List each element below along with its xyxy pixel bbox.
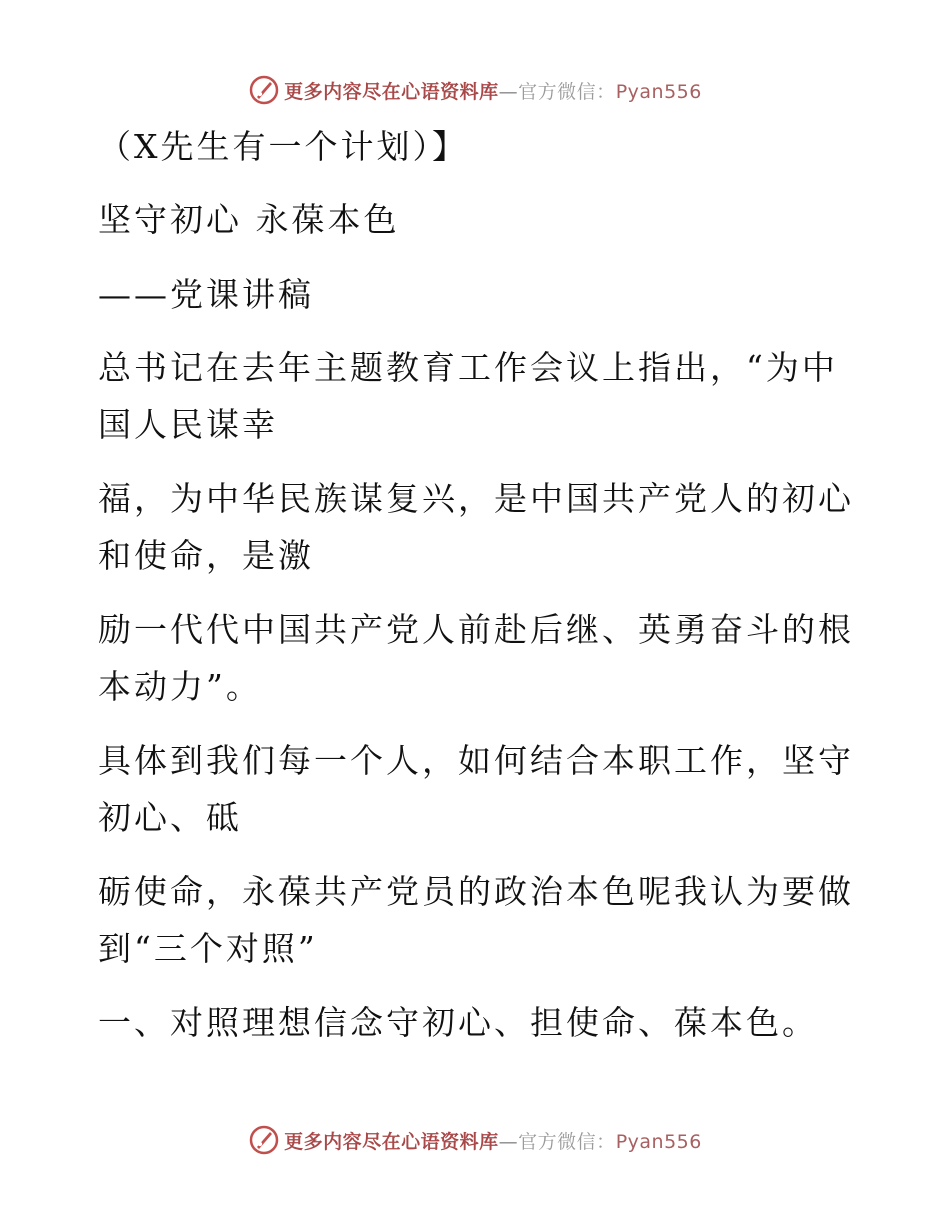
footer-wechat-label: 官方微信：	[518, 1130, 616, 1153]
footer-brand: 更多内容尽在心语资料库	[284, 1130, 499, 1153]
doc-line: 初心、砥	[98, 798, 242, 837]
doc-line: 国人民谋幸	[98, 405, 278, 444]
header-wechat-id: Pyan556	[615, 80, 702, 103]
header-wechat-label: 官方微信：	[518, 80, 616, 103]
footer-wechat-id: Pyan556	[615, 1130, 702, 1153]
footer-dash: —	[498, 1130, 519, 1153]
doc-subtitle: ——党课讲稿	[98, 275, 314, 314]
doc-heading: 一、对照理想信念守初心、担使命、葆本色。	[98, 1003, 818, 1042]
doc-line: 和使命，是激	[98, 536, 314, 575]
quill-logo-icon	[248, 74, 280, 106]
doc-line: 福，为中华民族谋复兴，是中国共产党人的初心	[98, 479, 854, 518]
doc-line: 励一代代中国共产党人前赴后继、英勇奋斗的根	[98, 610, 854, 649]
header-dash: —	[498, 80, 519, 103]
doc-line: 砺使命，永葆共产党员的政治本色呢我认为要做	[98, 872, 854, 911]
footer-watermark	[0, 1120, 950, 1160]
doc-line: 总书记在去年主题教育工作会议上指出，“为中	[98, 348, 838, 387]
doc-line: 本动力”。	[98, 667, 262, 706]
document-body	[98, 118, 854, 1042]
header-brand: 更多内容尽在心语资料库	[284, 80, 499, 103]
header-watermark	[0, 70, 950, 110]
footer-watermark-text	[284, 1127, 702, 1154]
doc-line: （X先生有一个计划）】	[98, 127, 468, 166]
header-watermark-text	[284, 77, 702, 104]
doc-line: 具体到我们每一个人，如何结合本职工作，坚守	[98, 741, 854, 780]
quill-logo-icon	[248, 1124, 280, 1156]
doc-line: 到“三个对照”	[98, 929, 318, 968]
doc-title: 坚守初心 永葆本色	[98, 200, 400, 239]
